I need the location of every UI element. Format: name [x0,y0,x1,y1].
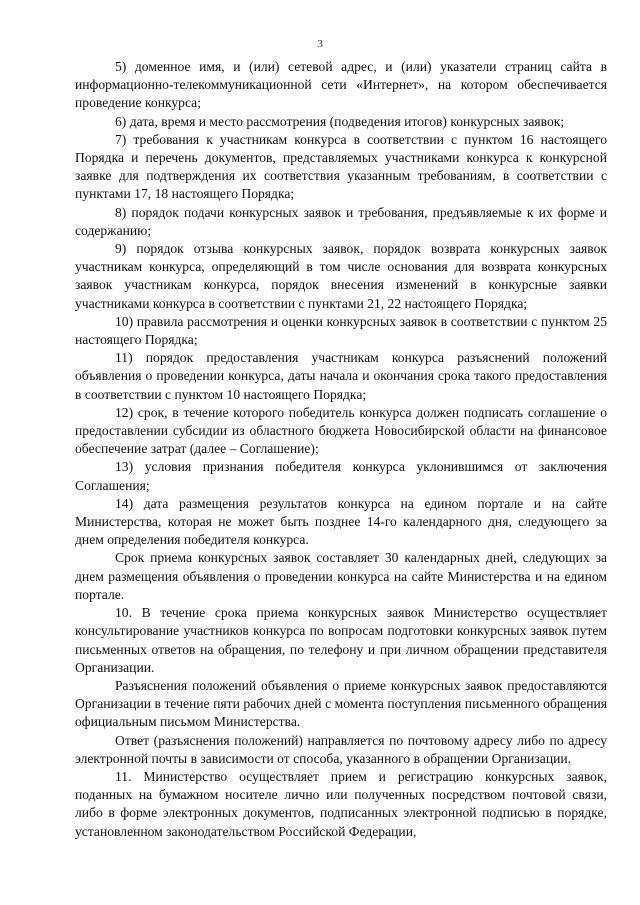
paragraph: 7) требования к участникам конкурса в соответствии с пунктом 16 настоящего Порядка и перечень документов, представляемых участниками конкурса к конкурсной заявке для подтверждения их соответствия указанным требованиям, в соответствии с пунктами 17, 18 настоящего Порядка; [75,131,607,202]
page-number: 3 [317,38,323,50]
paragraph: 11) порядок предоставления участникам конкурса разъяснений положений объявления о проведении конкурса, даты начала и окончания срока такого предоставления в соответствии с пунктом 10 настоящего Порядка; [75,350,607,402]
paragraph: 14) дата размещения результатов конкурса на едином портале и на сайте Министерства, которая не может быть позднее 14-го календарного дня, следующего за днем определения победителя конкурса. [75,495,607,548]
paragraph: 6) дата, время и место рассмотрения (подведения итогов) конкурсных заявок; [115,113,565,129]
paragraph: 5) доменное имя, и (или) сетевой адрес, и (или) указатели страниц сайта в информационно-телекоммуникационной сети «Интернет», на котором обеспечивается проведение конкурса; [75,59,607,111]
paragraph: 8) порядок подачи конкурсных заявок и требования, предъявляемые к их форме и содержанию; [75,204,607,238]
paragraph: 12) срок, в течение которого победитель конкурса должен подписать соглашение о предоставлении субсидии из областного бюджета Новосибирской области на финансовое обеспечение затрат (далее – Соглашение); [75,404,607,457]
paragraph: 13) условия признания победителя конкурса уклонившимся от заключения Соглашения; [75,459,607,493]
paragraph: Разъяснения положений объявления о приеме конкурсных заявок предоставляются Организации в течение пяти рабочих дней с момента поступления письменного обращения официальным письмом Министерства. [75,677,607,730]
paragraph: Срок приема конкурсных заявок составляет 30 календарных дней, следующих за днем размещения объявления о проведении конкурса на сайте Министерства и на едином портале. [75,550,607,602]
paragraph: 10) правила рассмотрения и оценки конкурсных заявок в соответствии с пунктом 25 настоящего Порядка; [75,313,607,348]
document-body [75,58,607,841]
paragraph: 11. Министерство осуществляет прием и регистрацию конкурсных заявок, поданных на бумажном носителе лично или полученных посредством почтовой связи, либо в форме электронных документов, подписанных электронной подписью в порядке, установленном законодательством Российской Федерации, [75,768,607,839]
paragraph: 9) порядок отзыва конкурсных заявок, порядок возврата конкурсных заявок участникам конкурса, определяющий в том числе основания для возврата конкурсных заявок участникам конкурса, порядок внесения изменений в конкурсные заявки участниками конкурса в соответствии с пунктами 21, 22 настоящего Порядка; [75,241,607,311]
paragraph: Ответ (разъяснения положений) направляется по почтовому адресу либо по адресу электронной почты в зависимости от способа, указанного в обращении Организации. [75,732,607,766]
paragraph: 10. В течение срока приема конкурсных заявок Министерство осуществляет консультирование участников конкурса по вопросам подготовки конкурсных заявок путем письменных ответов на обращения, по телефону и при личном обращении представителя Организации. [75,605,607,675]
